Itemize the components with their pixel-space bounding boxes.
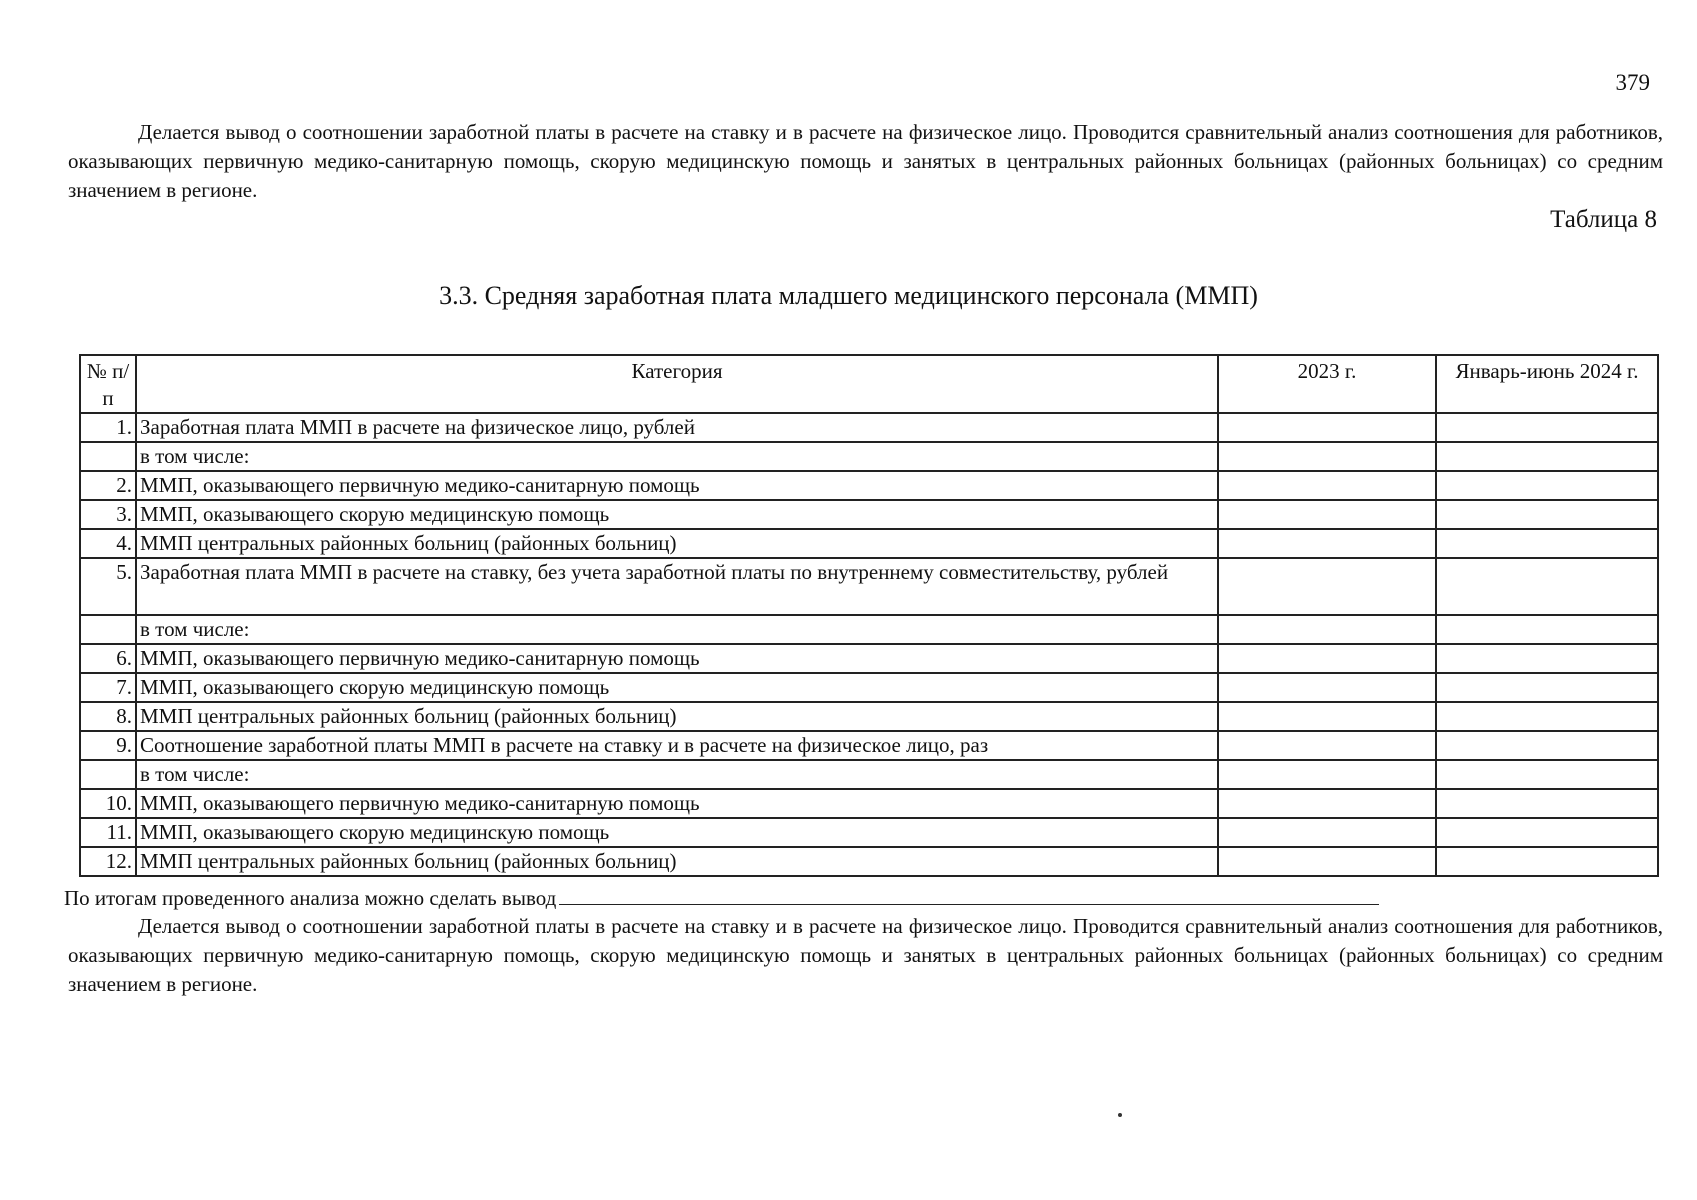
- table-row: [80, 673, 1658, 702]
- table-row: [80, 529, 1658, 558]
- conclusion-prompt: По итогам проведенного анализа можно сделать вывод: [64, 886, 557, 910]
- row-number: [80, 615, 136, 644]
- row-number: 7.: [80, 673, 136, 702]
- row-category: Заработная плата ММП в расчете на физическое лицо, рублей: [136, 413, 1218, 442]
- row-value-2024[interactable]: [1436, 847, 1658, 876]
- row-number: 12.: [80, 847, 136, 876]
- row-value-2024[interactable]: [1436, 471, 1658, 500]
- row-category: Соотношение заработной платы ММП в расчете на ставку и в расчете на физическое лицо, раз: [136, 731, 1218, 760]
- header-num: № п/п: [80, 355, 136, 413]
- row-number: 9.: [80, 731, 136, 760]
- row-value-2024[interactable]: [1436, 500, 1658, 529]
- row-category: ММП, оказывающего первичную медико-санитарную помощь: [136, 789, 1218, 818]
- table-row: [80, 615, 1658, 644]
- row-value-2023[interactable]: [1218, 702, 1436, 731]
- row-value-2024[interactable]: [1436, 702, 1658, 731]
- closing-paragraph: Делается вывод о соотношении заработной платы в расчете на ставку и в расчете на физическое лицо. Проводится сравнительный анализ соотношения для работников, оказывающих первичную медико-санитарную помощь, скорую медицинскую помощь и занятых в центральных районных больницах (районных больницах) со средним значением в регионе.: [68, 914, 1663, 996]
- row-category: ММП, оказывающего первичную медико-санитарную помощь: [136, 644, 1218, 673]
- table-row: [80, 413, 1658, 442]
- table-row: [80, 789, 1658, 818]
- row-value-2024[interactable]: [1436, 644, 1658, 673]
- table-row: [80, 442, 1658, 471]
- row-value-2024[interactable]: [1436, 442, 1658, 471]
- row-value-2023[interactable]: [1218, 615, 1436, 644]
- table-row: [80, 760, 1658, 789]
- table-row: [80, 847, 1658, 876]
- table-label: Таблица 8: [1550, 206, 1657, 233]
- table-row: [80, 731, 1658, 760]
- table-header-row: [80, 355, 1658, 413]
- table-row: [80, 702, 1658, 731]
- row-category: ММП центральных районных больниц (районных больниц): [136, 529, 1218, 558]
- row-value-2023[interactable]: [1218, 500, 1436, 529]
- row-category: ММП, оказывающего скорую медицинскую помощь: [136, 500, 1218, 529]
- salary-table: [79, 354, 1659, 877]
- row-value-2023[interactable]: [1218, 442, 1436, 471]
- row-value-2023[interactable]: [1218, 413, 1436, 442]
- table-row: [80, 644, 1658, 673]
- row-category: в том числе:: [136, 760, 1218, 789]
- row-number: 10.: [80, 789, 136, 818]
- row-number: 8.: [80, 702, 136, 731]
- conclusion-blank-field[interactable]: [559, 884, 1379, 905]
- row-value-2024[interactable]: [1436, 413, 1658, 442]
- header-2023: 2023 г.: [1218, 355, 1436, 413]
- row-value-2024[interactable]: [1436, 558, 1658, 615]
- row-category: ММП, оказывающего первичную медико-санитарную помощь: [136, 471, 1218, 500]
- row-number: 5.: [80, 558, 136, 615]
- row-value-2023[interactable]: [1218, 673, 1436, 702]
- row-number: 1.: [80, 413, 136, 442]
- row-value-2023[interactable]: [1218, 847, 1436, 876]
- table-row: [80, 500, 1658, 529]
- row-category: ММП, оказывающего скорую медицинскую помощь: [136, 673, 1218, 702]
- row-category: в том числе:: [136, 615, 1218, 644]
- row-number: 6.: [80, 644, 136, 673]
- conclusion-line: [64, 884, 1379, 912]
- table-row: [80, 818, 1658, 847]
- row-value-2023[interactable]: [1218, 789, 1436, 818]
- row-value-2024[interactable]: [1436, 731, 1658, 760]
- row-value-2023[interactable]: [1218, 529, 1436, 558]
- row-category: ММП центральных районных больниц (районных больниц): [136, 847, 1218, 876]
- header-2024: Январь-июнь 2024 г.: [1436, 355, 1658, 413]
- table-row: [80, 558, 1658, 615]
- row-number: 2.: [80, 471, 136, 500]
- table-body: [80, 413, 1658, 876]
- row-value-2023[interactable]: [1218, 731, 1436, 760]
- row-value-2024[interactable]: [1436, 760, 1658, 789]
- scan-dot-mark: [1118, 1113, 1122, 1117]
- row-value-2024[interactable]: [1436, 615, 1658, 644]
- row-number: 4.: [80, 529, 136, 558]
- row-number: [80, 760, 136, 789]
- row-value-2023[interactable]: [1218, 644, 1436, 673]
- header-category: Категория: [136, 355, 1218, 413]
- row-value-2024[interactable]: [1436, 818, 1658, 847]
- row-value-2024[interactable]: [1436, 673, 1658, 702]
- row-value-2024[interactable]: [1436, 789, 1658, 818]
- table-title: 3.3. Средняя заработная плата младшего медицинского персонала (ММП): [439, 281, 1258, 310]
- row-number: 3.: [80, 500, 136, 529]
- row-value-2023[interactable]: [1218, 818, 1436, 847]
- row-value-2023[interactable]: [1218, 760, 1436, 789]
- row-category: в том числе:: [136, 442, 1218, 471]
- row-category: ММП центральных районных больниц (районных больниц): [136, 702, 1218, 731]
- table-row: [80, 471, 1658, 500]
- row-value-2023[interactable]: [1218, 558, 1436, 615]
- page-number: 379: [1615, 70, 1650, 95]
- row-category: ММП, оказывающего скорую медицинскую помощь: [136, 818, 1218, 847]
- row-category: Заработная плата ММП в расчете на ставку, без учета заработной платы по внутреннему совместительству, рублей: [136, 558, 1218, 615]
- intro-paragraph: Делается вывод о соотношении заработной платы в расчете на ставку и в расчете на физическое лицо. Проводится сравнительный анализ соотношения для работников, оказывающих первичную медико-санитарную помощь, скорую медицинскую помощь и занятых в центральных районных больницах (районных больницах) со средним значением в регионе.: [68, 120, 1663, 202]
- row-value-2024[interactable]: [1436, 529, 1658, 558]
- row-number: [80, 442, 136, 471]
- row-number: 11.: [80, 818, 136, 847]
- row-value-2023[interactable]: [1218, 471, 1436, 500]
